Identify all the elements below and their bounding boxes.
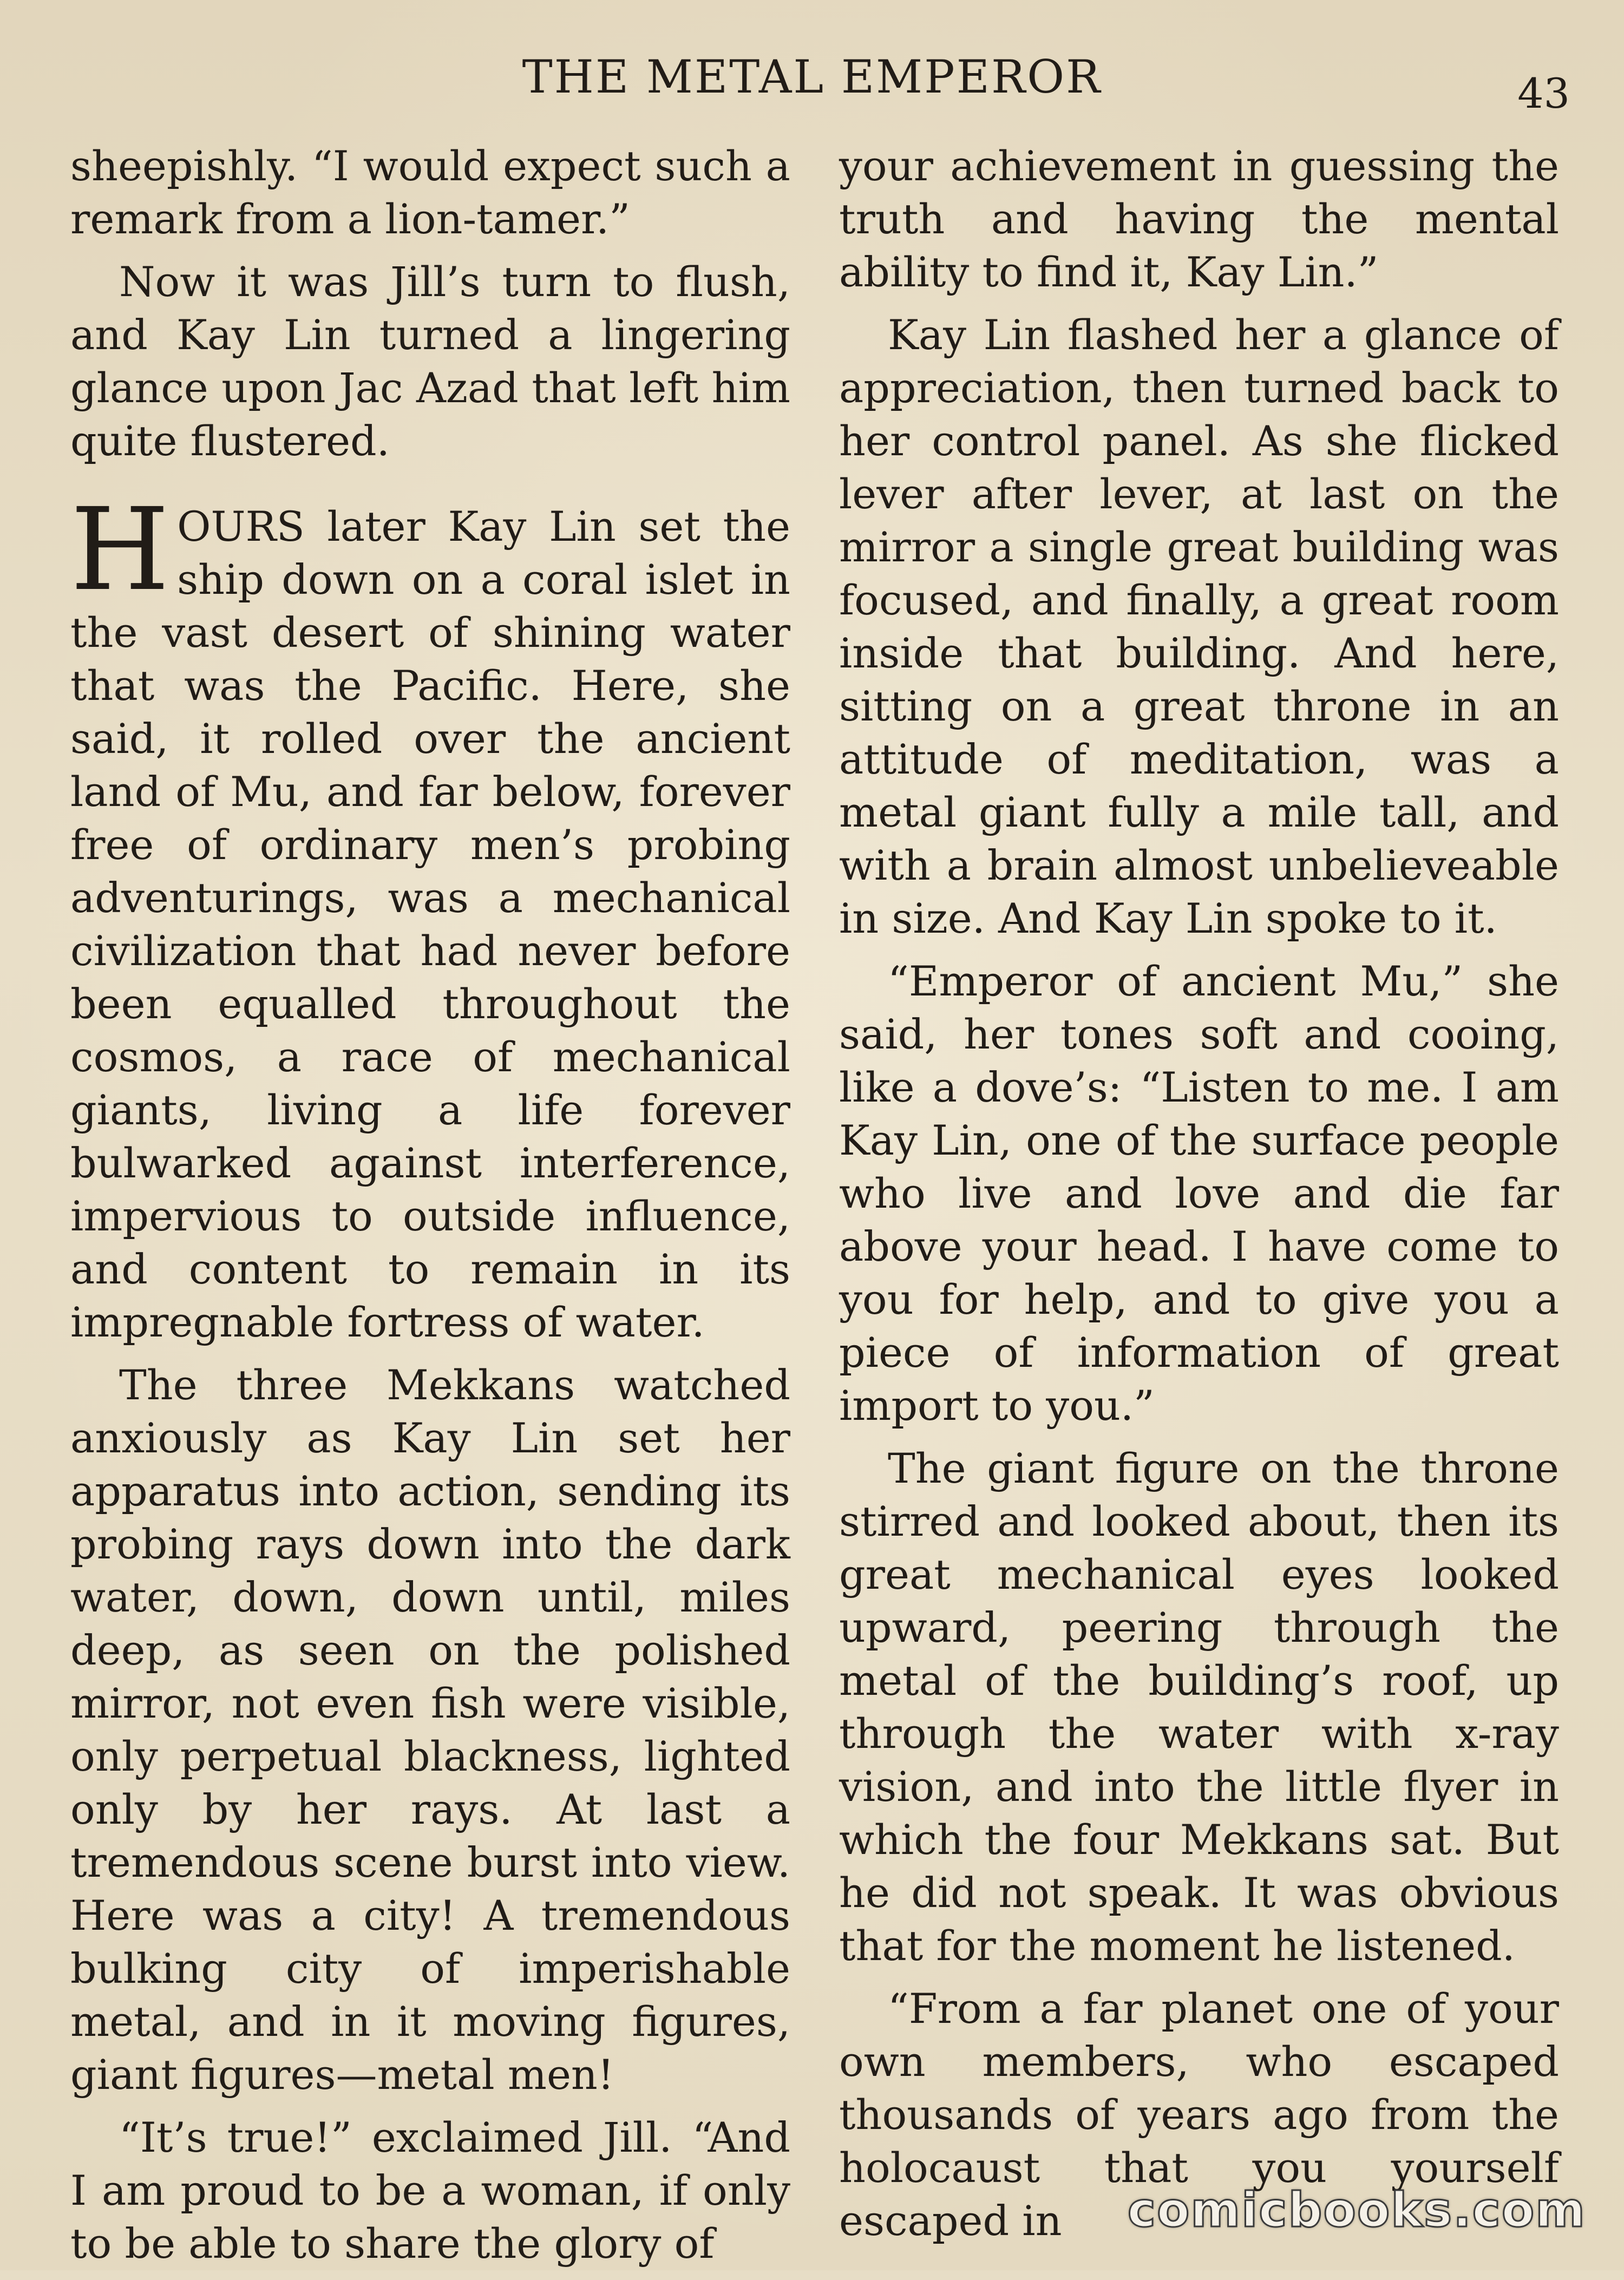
paragraph: Now it was Jill’s turn to flush, and Kay Lin turned a lingering glance upon Jac Azad that left him quite flustered. — [70, 258, 790, 465]
paragraph: “From a far planet one of your own members, who escaped thousands of years ago from the holocaust that you yourself escaped in — [839, 1984, 1559, 2245]
paragraph: your achievement in guessing the truth and having the mental ability to find it, Kay Lin.” — [839, 142, 1559, 296]
paragraph: “Emperor of ancient Mu,” she said, her tones soft and cooing, like a dove’s: “Listen to me. I am Kay Lin, one of the surface people who live and love and die far above your head. I have come to you for help, and to give you a piece of information of great import to you.” — [839, 957, 1559, 1430]
section-opening-paragraph — [70, 483, 790, 1349]
running-head: THE METAL EMPEROR — [522, 50, 1102, 103]
page-number: 43 — [1517, 69, 1570, 117]
left-column — [70, 140, 790, 2280]
paragraph: “It’s true!” exclaimed Jill. “And I am proud to be a woman, if only to be able to share the glory of — [70, 2113, 790, 2268]
drop-cap: H — [70, 483, 170, 616]
paragraph: sheepishly. “I would expect such a remark from a lion-tamer.” — [70, 142, 790, 243]
paragraph: The giant figure on the throne stirred and looked about, then its great mechanical eyes looked upward, peering through the metal of the building’s roof, up through the water with x-ray vision, and into the little flyer in which the four Mekkans sat. But he did not speak. It was obvious that for the moment he listened. — [839, 1444, 1559, 1970]
paragraph: The three Mekkans watched anxiously as Kay Lin set her apparatus into action, sending its probing rays down into the dark water, down, down until, miles deep, as seen on the polished mirror, not even fish were visible, only perpetual blackness, lighted only by her rays. At last a tremendous scene burst into view. Here was a city! A tremendous bulking city of imperishable metal, and in it moving figures, giant figures—metal men! — [70, 1361, 790, 2099]
site-watermark: comicbooks.com — [1127, 2182, 1586, 2238]
right-column — [839, 140, 1559, 2257]
paragraph: Kay Lin flashed her a glance of appreciation, then turned back to her control panel. As she flicked lever after lever, at last on the mirror a single great building was focused, and finally, a great room inside that building. And here, sitting on a great throne in an attitude of meditation, was a metal giant fully a mile tall, and with a brain almost unbelieveable in size. And Kay Lin spoke to it. — [839, 311, 1559, 942]
paragraph-text: OURS later Kay Lin set the ship down on a coral islet in the vast desert of shining water that was the Pacific. Here, she said, it rolled over the ancient land of Mu, and far below, forever free of ordinary men’s probing adventurings, was a mechanical civilization that had never before been equalled throughout the cosmos, a race of mechanical giants, living a life forever bulwarked against interference, impervious to outside influence, and content to remain in its impregnable fortress of water. — [70, 502, 790, 1346]
